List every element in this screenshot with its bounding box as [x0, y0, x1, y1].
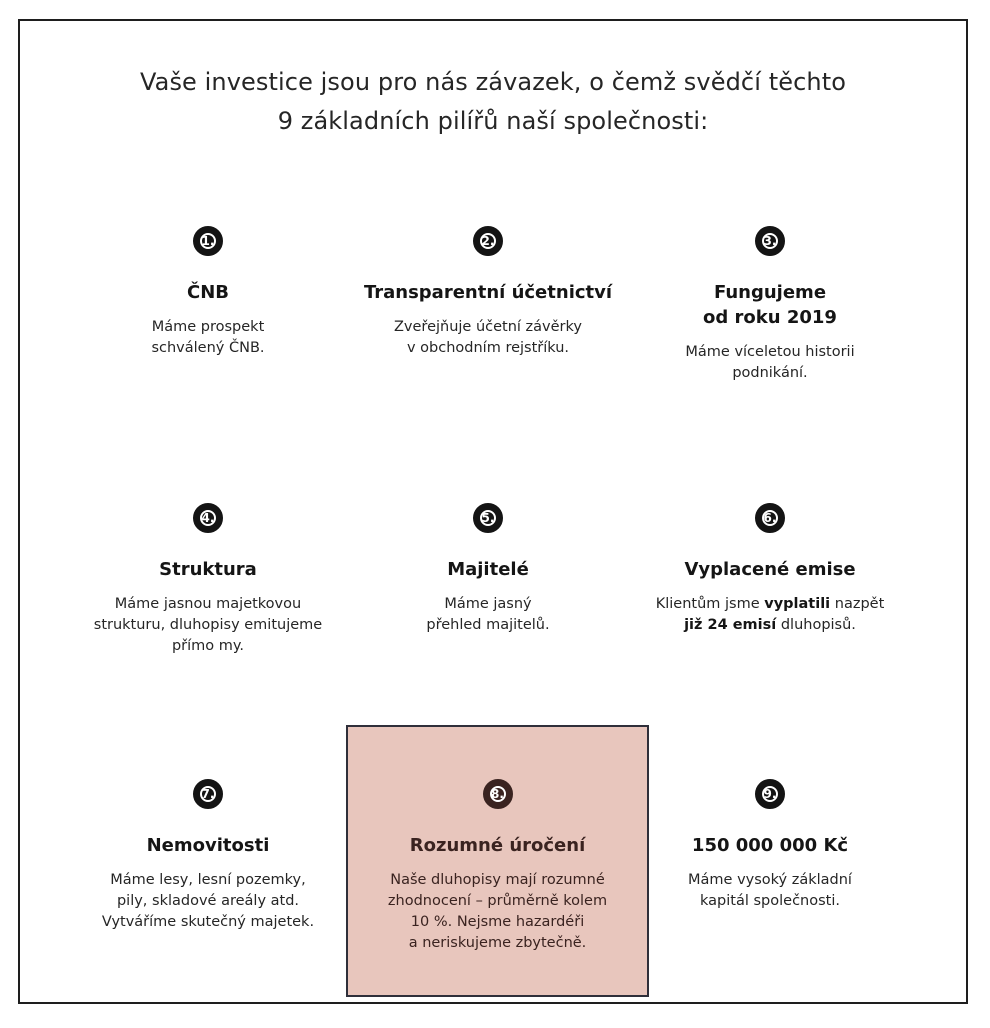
number-badge-icon: 7. — [193, 779, 223, 809]
pillar-6 — [620, 503, 920, 636]
number-badge-icon: 1. — [193, 226, 223, 256]
pillar-3 — [620, 226, 920, 384]
headline-line-1: Vaše investice jsou pro nás závazek, o čemž svědčí těchto — [139, 68, 846, 96]
pillar-description: Máme jasnou majetkovou strukturu, dluhopisy emitujeme přímo my. — [93, 596, 323, 654]
pillar-title: Rozumné úročení — [409, 835, 586, 856]
headline — [20, 63, 966, 141]
pillar-description: Máme víceletou historii podnikání. — [685, 344, 855, 381]
pillar-title: Majitelé — [447, 559, 529, 580]
pillar-description: Zveřejňuje účetní závěrky v obchodním rejstříku. — [394, 319, 582, 356]
number-badge-icon: 8. — [483, 779, 513, 809]
headline-line-2: 9 základních pilířů naší společnosti: — [277, 107, 709, 135]
number-badge-icon: 3. — [755, 226, 785, 256]
pillar-7 — [58, 779, 358, 933]
number-badge-icon: 4. — [193, 503, 223, 533]
pillar-title: 150 000 000 Kč — [691, 835, 849, 856]
number-badge-icon: 6. — [755, 503, 785, 533]
pillar-title: Struktura — [159, 559, 257, 580]
pillar-title: Nemovitosti — [146, 835, 270, 856]
number-badge-icon: 2. — [473, 226, 503, 256]
pillar-9 — [620, 779, 920, 912]
pillar-5 — [338, 503, 638, 636]
pillar-title: Vyplacené emise — [684, 559, 856, 580]
pillar-description: Máme vysoký základní kapitál společnosti. — [688, 872, 852, 909]
pillar-8-highlighted — [346, 725, 649, 997]
pillar-1 — [58, 226, 358, 359]
pillar-4 — [58, 503, 358, 657]
content-frame — [18, 19, 968, 1004]
pillar-description: Máme prospekt schválený ČNB. — [151, 319, 265, 356]
pillar-description: Klientům jsme vyplatili nazpět již 24 emisí dluhopisů. — [655, 596, 885, 633]
number-badge-icon: 9. — [755, 779, 785, 809]
pillar-description: Máme lesy, lesní pozemky, pily, skladové areály atd. Vytváříme skutečný majetek. — [101, 872, 315, 930]
pillar-2 — [338, 226, 638, 359]
pillar-title: Transparentní účetnictví — [363, 282, 613, 303]
number-badge-icon: 5. — [473, 503, 503, 533]
pillar-title: ČNB — [187, 282, 229, 303]
pillar-description: Máme jasný přehled majitelů. — [426, 596, 550, 633]
pillar-title: Fungujeme od roku 2019 — [703, 282, 837, 328]
pillar-description: Naše dluhopisy mají rozumné zhodnocení – průměrně kolem 10 %. Nejsme hazardéři a neriskujeme zbytečně. — [387, 872, 608, 951]
